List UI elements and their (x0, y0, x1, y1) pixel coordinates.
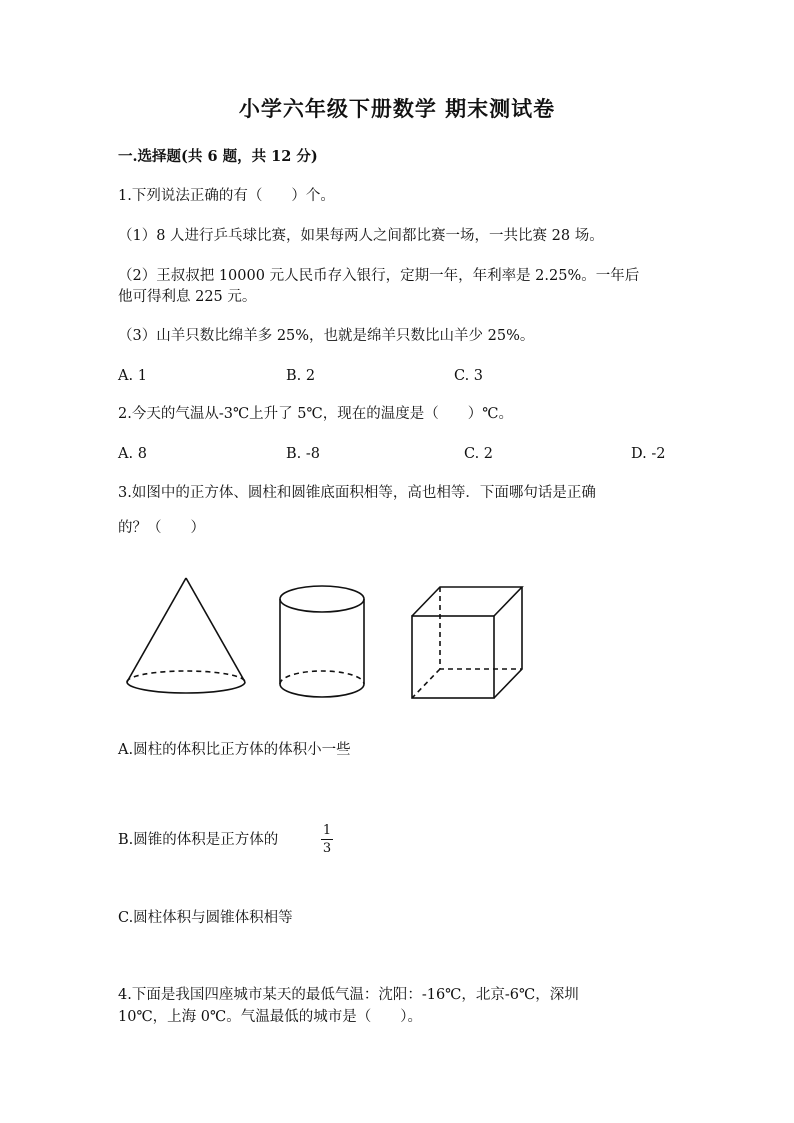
q3-stem-line-1: 3.如图中的正方体、圆柱和圆锥底面积相等，高也相等．下面哪句话是正确 (118, 485, 596, 501)
q1-stem: 1.下列说法正确的有（ ）个。 (118, 188, 335, 204)
q3-option-b: B.圆锥的体积是正方体的 (118, 832, 279, 848)
q1-option-c: C. 3 (454, 368, 484, 384)
q2-stem: 2.今天的气温从-3℃上升了 5℃，现在的温度是（ ）℃。 (118, 406, 513, 422)
q1-statement-3: （3）山羊只数比绵羊多 25%，也就是绵羊只数比山羊少 25%。 (118, 328, 535, 344)
fraction-numerator: 1 (322, 823, 332, 838)
fraction-bar (321, 839, 333, 840)
q2-option-a: A. 8 (118, 446, 147, 462)
q1-option-a: A. 1 (118, 368, 147, 384)
q4-stem-line-2: 10℃，上海 0℃。气温最低的城市是（ ）。 (118, 1009, 422, 1025)
cone-shape (127, 578, 245, 693)
cylinder-shape (280, 586, 364, 697)
q1-statement-1: （1）8 人进行乒乓球比赛，如果每两人之间都比赛一场，一共比赛 28 场。 (118, 228, 604, 244)
q2-option-b: B. -8 (286, 446, 320, 462)
cube-shape (412, 587, 522, 698)
q2-option-c: C. 2 (464, 446, 494, 462)
fraction-denominator: 3 (322, 841, 332, 856)
solids-figure (118, 566, 538, 706)
page-title: 小学六年级下册数学 期末测试卷 (238, 96, 556, 121)
q4-stem-line-1: 4.下面是我国四座城市某天的最低气温：沈阳：-16℃，北京-6℃，深圳 (118, 987, 579, 1003)
section-heading: 一.选择题(共 6 题，共 12 分) (118, 148, 318, 165)
fraction-one-third (317, 823, 337, 856)
q1-statement-2-line-1: （2）王叔叔把 10000 元人民币存入银行，定期一年，年利率是 2.25%。一年后 (118, 268, 640, 284)
q3-option-a: A.圆柱的体积比正方体的体积小一些 (118, 742, 351, 758)
q1-statement-2-line-2: 他可得利息 225 元。 (118, 289, 257, 305)
q3-option-c: C.圆柱体积与圆锥体积相等 (118, 910, 293, 926)
q2-option-d: D. -2 (631, 446, 666, 462)
q1-option-b: B. 2 (286, 368, 316, 384)
q3-stem-line-2: 的？（ ） (118, 520, 205, 536)
